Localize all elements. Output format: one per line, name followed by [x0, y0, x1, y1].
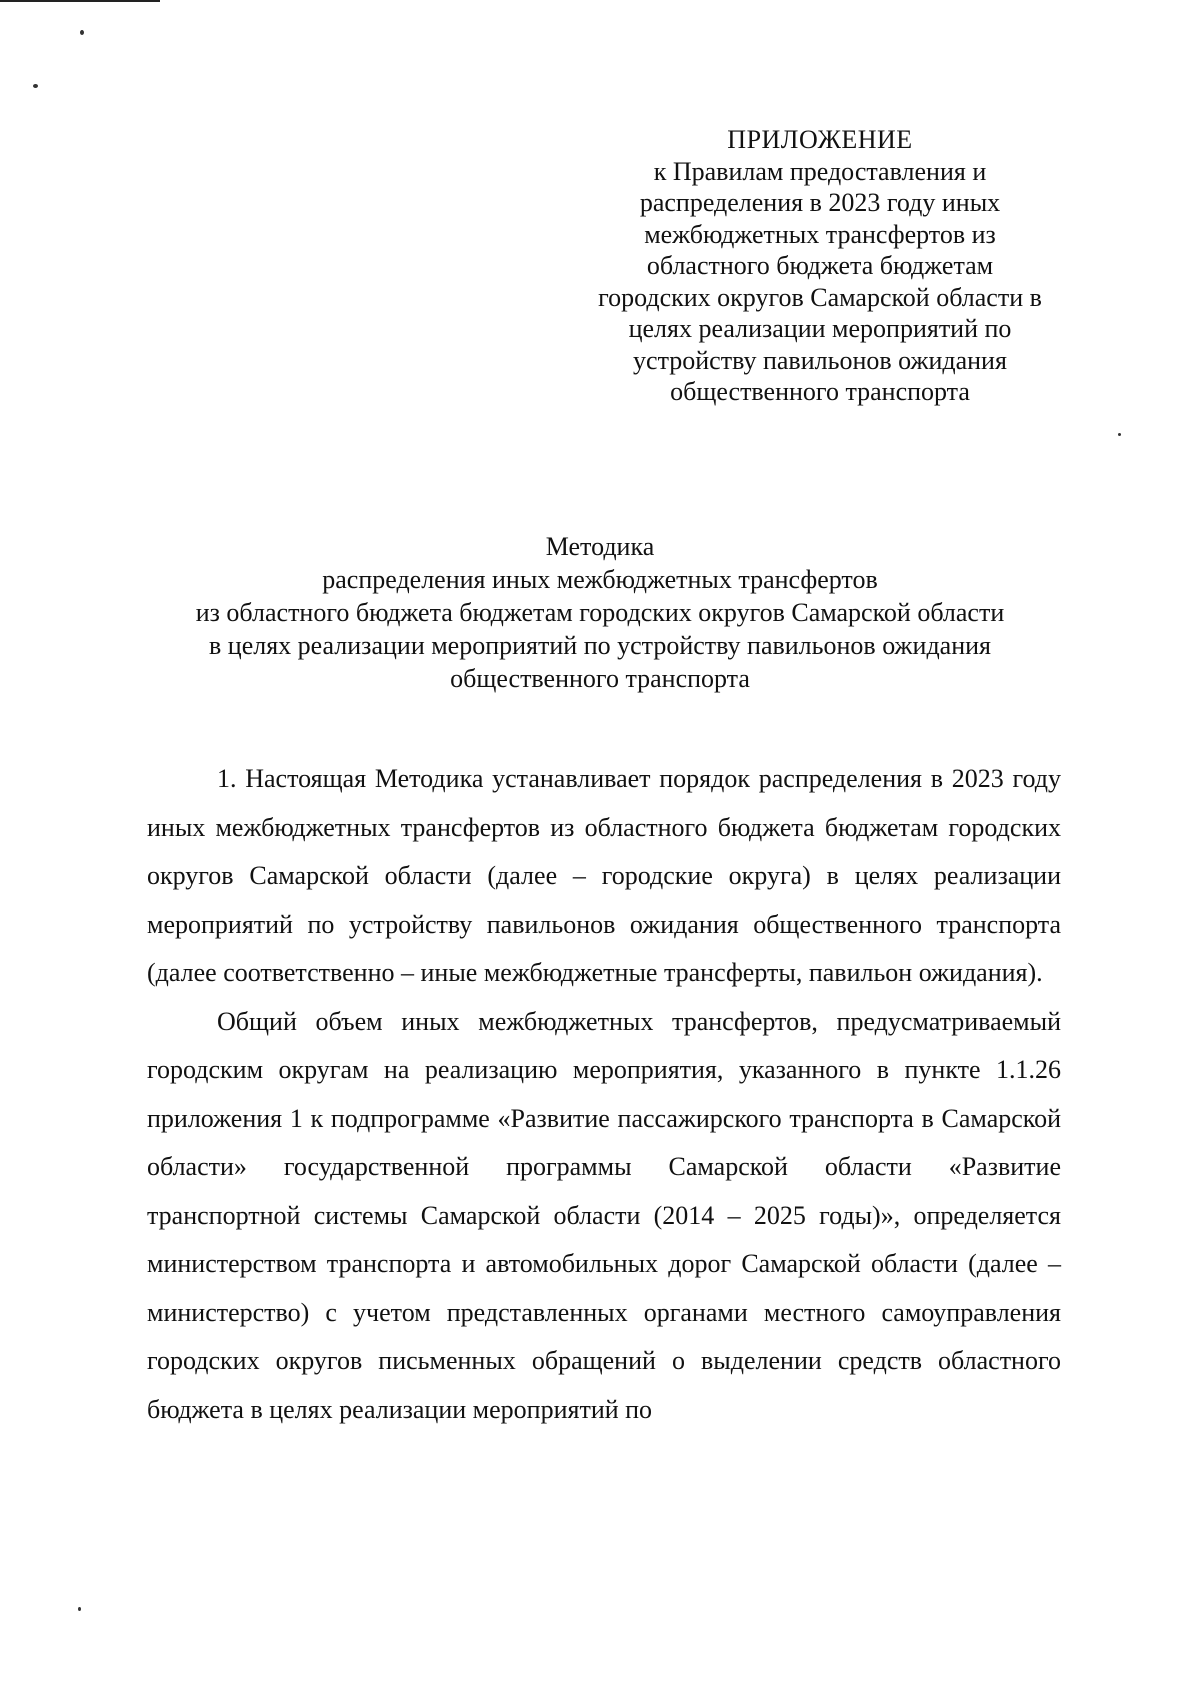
- title-line: из областного бюджета бюджетам городских округов Самарской области: [195, 598, 1005, 627]
- title-line: в целях реализации мероприятий по устройству павильонов ожидания: [209, 631, 991, 660]
- scan-speck: [80, 30, 84, 35]
- document-title: [140, 530, 1060, 695]
- appendix-line: межбюджетных трансфертов из: [644, 219, 996, 249]
- title-line: общественного транспорта: [450, 664, 750, 693]
- body-paragraph: 1. Настоящая Методика устанавливает порядок распределения в 2023 году иных межбюджетных трансфертов из областного бюджета бюджетам городских округов Самарской области (далее – городские округа) в целях реализации мероприятий по устройству павильонов ожидания общественного транспорта (далее соответственно – иные межбюджетные трансферты, павильон ожидания).: [147, 764, 1061, 987]
- body-paragraph: Общий объем иных межбюджетных трансфертов, предусматриваемый городским округам на реализацию мероприятия, указанного в пункте 1.1.26 приложения 1 к подпрограмме «Развитие пассажирского транспорта в Самарской области» государственной программы Самарской области «Развитие транспортной системы Самарской области (2014 – 2025 годы)», определяется министерством транспорта и автомобильных дорог Самарской области (далее – министерство) с учетом представленных органами местного самоуправления городских округов письменных обращений о выделении средств областного бюджета в целях реализации мероприятий по: [147, 1006, 1061, 1424]
- appendix-line: к Правилам предоставления и: [653, 156, 987, 186]
- appendix-line: целях реализации мероприятий по: [628, 314, 1012, 343]
- scan-speck: [1118, 433, 1121, 436]
- scan-speck: [33, 84, 38, 88]
- scan-speck: [78, 1607, 81, 1611]
- appendix-line: устройству павильонов ожидания: [633, 345, 1007, 375]
- title-line: распределения иных межбюджетных трансфертов: [322, 565, 878, 594]
- appendix-heading: ПРИЛОЖЕНИЕ: [727, 125, 913, 154]
- appendix-line: областного бюджета бюджетам: [646, 251, 994, 280]
- appendix-line: городских округов Самарской области в: [598, 282, 1042, 312]
- title-line: Методика: [545, 532, 655, 561]
- appendix-line: общественного транспорта: [670, 377, 970, 406]
- document-body: [147, 755, 1061, 1434]
- appendix-block: [575, 124, 1065, 408]
- appendix-line: распределения в 2023 году иных: [639, 188, 1001, 217]
- scan-edge-mark: [0, 0, 160, 2]
